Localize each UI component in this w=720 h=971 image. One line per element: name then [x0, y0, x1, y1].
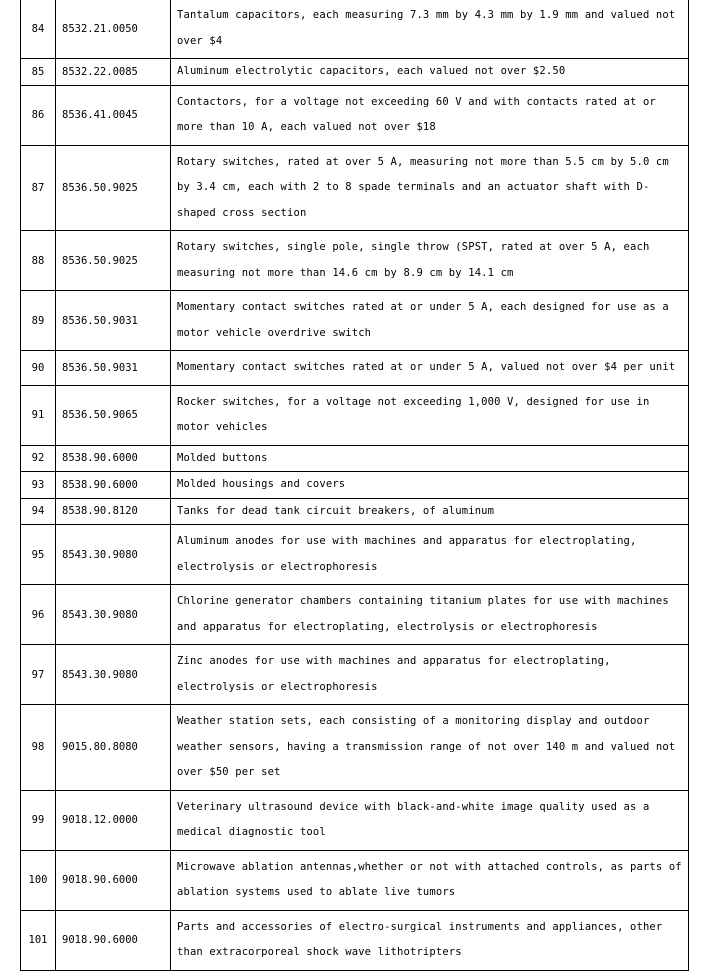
hts-code: 8543.30.9080	[56, 525, 171, 585]
hts-code: 8532.21.0050	[56, 0, 171, 59]
row-number: 98	[21, 705, 56, 791]
product-description: Weather station sets, each consisting of a monitoring display and outdoor weather sensors, having a transmission range of not over 140 m and valued not over $50 per set	[171, 705, 689, 791]
product-description: Molded housings and covers	[171, 472, 689, 499]
row-number: 96	[21, 585, 56, 645]
hts-code: 8538.90.6000	[56, 445, 171, 472]
table-row	[21, 585, 689, 645]
table-row	[21, 645, 689, 705]
hts-code: 8532.22.0085	[56, 59, 171, 86]
hts-code: 8538.90.8120	[56, 498, 171, 525]
row-number: 90	[21, 351, 56, 386]
table-row	[21, 385, 689, 445]
table-row	[21, 498, 689, 525]
product-description: Parts and accessories of electro-surgical instruments and appliances, other than extracorporeal shock wave lithotripters	[171, 910, 689, 970]
product-description: Molded buttons	[171, 445, 689, 472]
product-description: Aluminum anodes for use with machines and apparatus for electroplating, electrolysis or electrophoresis	[171, 525, 689, 585]
table-row	[21, 145, 689, 231]
table-row	[21, 351, 689, 386]
row-number: 92	[21, 445, 56, 472]
table-row	[21, 85, 689, 145]
row-number: 93	[21, 472, 56, 499]
hts-code: 9018.90.6000	[56, 910, 171, 970]
row-number: 100	[21, 850, 56, 910]
table-row	[21, 790, 689, 850]
row-number: 97	[21, 645, 56, 705]
row-number: 87	[21, 145, 56, 231]
row-number: 85	[21, 59, 56, 86]
row-number: 101	[21, 910, 56, 970]
product-description: Rotary switches, single pole, single throw (SPST, rated at over 5 A, each measuring not more than 14.6 cm by 8.9 cm by 14.1 cm	[171, 231, 689, 291]
hts-code: 9015.80.8080	[56, 705, 171, 791]
hts-code: 8536.50.9025	[56, 145, 171, 231]
hts-code: 8536.50.9031	[56, 291, 171, 351]
table-row	[21, 910, 689, 970]
hts-code: 8536.50.9025	[56, 231, 171, 291]
product-description: Microwave ablation antennas,whether or not with attached controls, as parts of ablation systems used to ablate live tumors	[171, 850, 689, 910]
tariff-table-container	[20, 0, 689, 971]
product-description: Contactors, for a voltage not exceeding 60 V and with contacts rated at or more than 10 A, each valued not over $18	[171, 85, 689, 145]
hts-code: 9018.90.6000	[56, 850, 171, 910]
product-description: Tantalum capacitors, each measuring 7.3 mm by 4.3 mm by 1.9 mm and valued not over $4	[171, 0, 689, 59]
product-description: Veterinary ultrasound device with black-and-white image quality used as a medical diagnostic tool	[171, 790, 689, 850]
hts-code: 8538.90.6000	[56, 472, 171, 499]
table-row	[21, 525, 689, 585]
row-number: 95	[21, 525, 56, 585]
hts-code: 9018.12.0000	[56, 790, 171, 850]
table-row	[21, 850, 689, 910]
row-number: 86	[21, 85, 56, 145]
hts-code: 8536.50.9031	[56, 351, 171, 386]
table-row	[21, 0, 689, 59]
product-description: Zinc anodes for use with machines and apparatus for electroplating, electrolysis or electrophoresis	[171, 645, 689, 705]
table-row	[21, 59, 689, 86]
row-number: 99	[21, 790, 56, 850]
table-row	[21, 705, 689, 791]
product-description: Tanks for dead tank circuit breakers, of aluminum	[171, 498, 689, 525]
tariff-table	[20, 0, 689, 971]
row-number: 94	[21, 498, 56, 525]
row-number: 88	[21, 231, 56, 291]
row-number: 84	[21, 0, 56, 59]
product-description: Rotary switches, rated at over 5 A, measuring not more than 5.5 cm by 5.0 cm by 3.4 cm, each with 2 to 8 spade terminals and an actuator shaft with D-shaped cross section	[171, 145, 689, 231]
table-row	[21, 472, 689, 499]
hts-code: 8543.30.9080	[56, 645, 171, 705]
table-row	[21, 445, 689, 472]
hts-code: 8543.30.9080	[56, 585, 171, 645]
row-number: 91	[21, 385, 56, 445]
product-description: Momentary contact switches rated at or under 5 A, each designed for use as a motor vehicle overdrive switch	[171, 291, 689, 351]
hts-code: 8536.50.9065	[56, 385, 171, 445]
hts-code: 8536.41.0045	[56, 85, 171, 145]
table-row	[21, 231, 689, 291]
table-row	[21, 291, 689, 351]
product-description: Rocker switches, for a voltage not exceeding 1,000 V, designed for use in motor vehicles	[171, 385, 689, 445]
row-number: 89	[21, 291, 56, 351]
product-description: Chlorine generator chambers containing titanium plates for use with machines and apparatus for electroplating, electrolysis or electrophoresis	[171, 585, 689, 645]
product-description: Aluminum electrolytic capacitors, each valued not over $2.50	[171, 59, 689, 86]
product-description: Momentary contact switches rated at or under 5 A, valued not over $4 per unit	[171, 351, 689, 386]
